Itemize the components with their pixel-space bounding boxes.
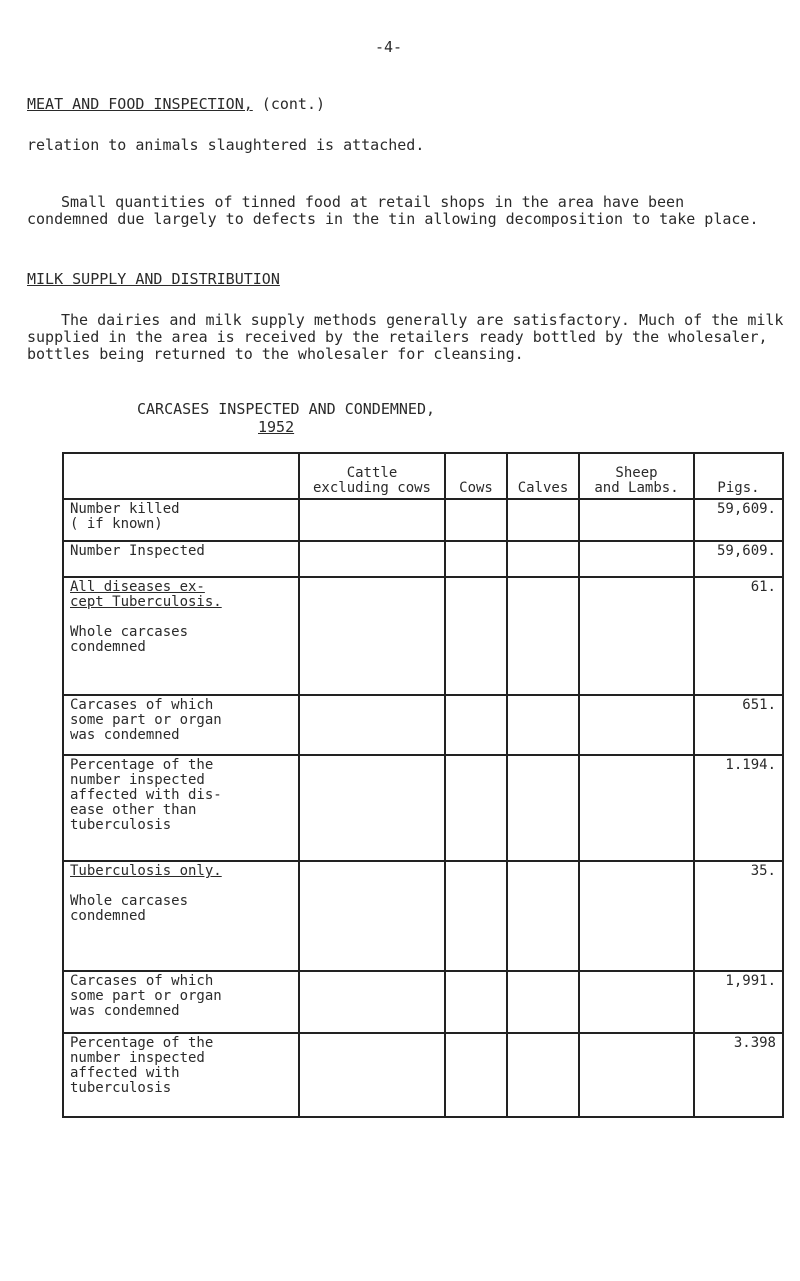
header-blank <box>63 453 299 499</box>
header-cattle: Cattle excluding cows <box>299 453 445 499</box>
tb-pct-label: Percentage of the number inspected affected with tuberculosis <box>63 1033 299 1117</box>
all-diseases-block <box>63 577 299 695</box>
paragraph-2: Small quantities of tinned food at retail shops in the area have been condemned due largely to defects in the tin allowing decomposition to take place. <box>27 193 759 228</box>
carcases-table <box>62 452 784 1118</box>
section-heading-text: MEAT AND FOOD INSPECTION, <box>27 95 253 113</box>
row-label-number-inspected: Number Inspected <box>63 541 299 577</box>
table-title: CARCASES INSPECTED AND CONDEMNED, <box>137 400 436 418</box>
table-row <box>63 861 783 971</box>
header-calves: Calves <box>507 453 579 499</box>
tb-whole-label: Whole carcases condemned <box>70 893 189 924</box>
pigs-all-part: 651. <box>694 695 783 755</box>
table-year: 1952 <box>258 418 295 436</box>
pigs-all-whole: 61. <box>694 577 783 695</box>
table-row <box>63 541 783 577</box>
paragraph-3: The dairies and milk supply methods generally are satisfactory. Much of the milk supplied in the area is received by the retailers ready bottled by the wholesaler, bottles being returned to the wholesaler for cleansing. <box>27 311 784 363</box>
section-heading <box>27 95 325 113</box>
table-row <box>63 695 783 755</box>
all-pct-label: Percentage of the number inspected affected with dis- ease other than tuberculosis <box>63 755 299 861</box>
all-part-label: Carcases of which some part or organ was condemned <box>63 695 299 755</box>
row-label-number-killed: Number killed ( if known) <box>63 499 299 541</box>
table-row <box>63 755 783 861</box>
page-number: -4- <box>375 38 403 56</box>
header-sheep: Sheep and Lambs. <box>579 453 694 499</box>
table-row <box>63 971 783 1033</box>
header-cows: Cows <box>445 453 507 499</box>
tb-block <box>63 861 299 971</box>
pigs-all-pct: 1.194. <box>694 755 783 861</box>
paragraph-1: relation to animals slaughtered is attached. <box>27 136 425 154</box>
all-diseases-heading: All diseases ex- cept Tuberculosis. <box>70 579 222 610</box>
pigs-number-killed: 59,609. <box>694 499 783 541</box>
table-row <box>63 1033 783 1117</box>
pigs-number-inspected: 59,609. <box>694 541 783 577</box>
table-row <box>63 577 783 695</box>
tb-part-label: Carcases of which some part or organ was condemned <box>63 971 299 1033</box>
header-pigs: Pigs. <box>694 453 783 499</box>
pigs-tb-pct: 3.398 <box>694 1033 783 1117</box>
tb-heading: Tuberculosis only. <box>70 863 222 879</box>
milk-heading: MILK SUPPLY AND DISTRIBUTION <box>27 270 280 288</box>
section-heading-suffix: (cont.) <box>252 95 326 113</box>
pigs-tb-part: 1,991. <box>694 971 783 1033</box>
table-row <box>63 499 783 541</box>
all-whole-label: Whole carcases condemned <box>70 624 189 655</box>
pigs-tb-whole: 35. <box>694 861 783 971</box>
table-header-row <box>63 453 783 499</box>
